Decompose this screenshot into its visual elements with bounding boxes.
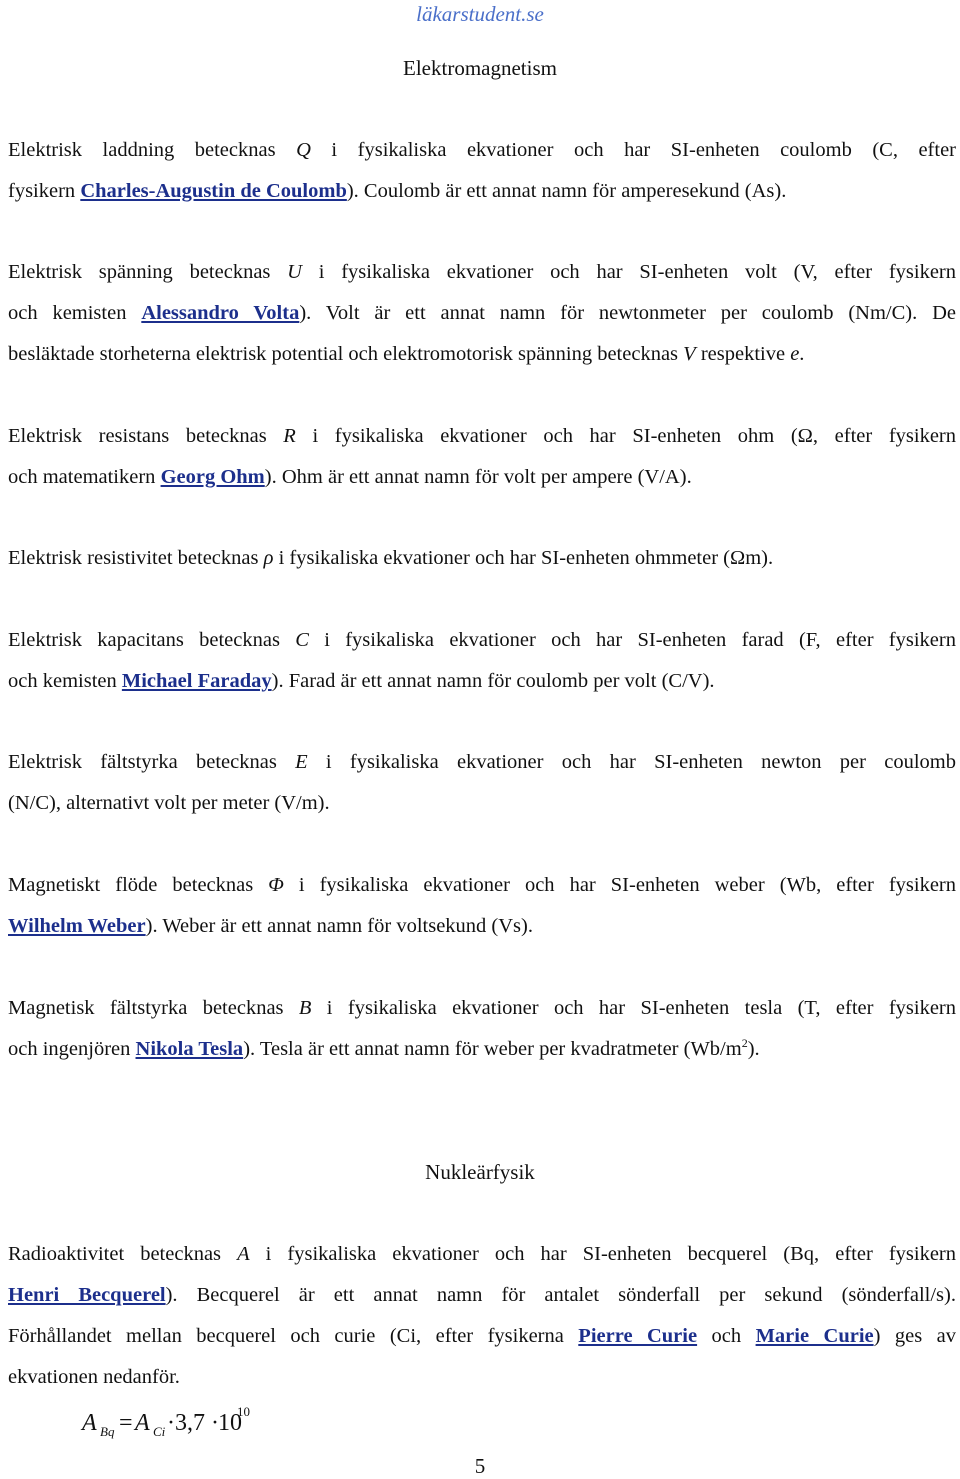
formula-dot-2: · xyxy=(211,1410,219,1436)
text: fysikern xyxy=(8,180,81,202)
symbol-r: R xyxy=(283,425,296,447)
text: ). Coulomb är ett annat namn för amperesekund (As). xyxy=(346,180,787,202)
link-ohm[interactable]: Georg Ohm xyxy=(160,466,265,488)
link-pierre-curie[interactable]: Pierre Curie xyxy=(578,1325,698,1347)
text: ). Tesla är ett annat namn för weber per kvadratmeter (Wb/m xyxy=(243,1038,742,1060)
symbol-q: Q xyxy=(296,139,311,161)
text: Elektrisk fältstyrka betecknas xyxy=(8,751,296,773)
symbol-rho: ρ xyxy=(263,547,274,569)
line xyxy=(8,1275,956,1316)
text: . xyxy=(799,343,805,365)
line xyxy=(8,334,956,375)
text: i fysikaliska ekvationer och har SI-enheten volt (V, efter fysikern xyxy=(301,261,957,283)
symbol-c: C xyxy=(295,629,309,651)
link-volta[interactable]: Alessandro Volta xyxy=(141,302,300,324)
text: ) ges av xyxy=(873,1325,956,1347)
text: Magnetiskt flöde betecknas xyxy=(8,874,269,896)
paragraph-magnetic-flux xyxy=(8,865,956,947)
text: ). Farad är ett annat namn för coulomb per volt (C/V). xyxy=(271,670,715,692)
formula-sub-bq: Bq xyxy=(100,1424,115,1439)
text: och ingenjören xyxy=(8,1038,136,1060)
line: ekvationen nedanför. xyxy=(8,1366,180,1388)
line xyxy=(8,988,956,1029)
text: och kemisten xyxy=(8,670,122,692)
paragraph-resistivity xyxy=(8,538,956,579)
section-title-nuclear-physics: Nukleärfysik xyxy=(425,1160,535,1184)
paragraph-capacitance xyxy=(8,620,956,702)
site-header: läkarstudent.se xyxy=(416,2,544,26)
formula-equals: = xyxy=(119,1410,133,1436)
paragraph-field-strength xyxy=(8,742,956,824)
symbol-e: E xyxy=(295,751,308,773)
link-weber[interactable]: Wilhelm Weber xyxy=(8,915,146,937)
line xyxy=(8,416,956,457)
line xyxy=(8,130,956,171)
line xyxy=(8,252,956,293)
text: ). xyxy=(747,1038,760,1060)
section-title-electromagnetism: Elektromagnetism xyxy=(403,56,557,80)
formula-a-bq: A xyxy=(82,1410,97,1436)
text: i fysikaliska ekvationer och har SI-enheten weber (Wb, efter fysikern xyxy=(283,874,957,896)
line xyxy=(8,865,956,906)
paragraph-voltage xyxy=(8,252,956,375)
text: i fysikaliska ekvationer och har SI-enheten tesla (T, efter fysikern xyxy=(311,997,957,1019)
formula-sub-ci: Ci xyxy=(153,1424,166,1439)
text: Elektrisk resistans betecknas xyxy=(8,425,284,447)
text: ). Ohm är ett annat namn för volt per ampere (V/A). xyxy=(264,466,692,488)
text: respektive xyxy=(695,343,791,365)
page-number: 5 xyxy=(474,1454,486,1478)
link-coulomb[interactable]: Charles-Augustin de Coulomb xyxy=(80,180,347,202)
paragraph-radioactivity xyxy=(8,1234,956,1398)
text: i fysikaliska ekvationer och har SI-enheten coulomb (C, efter xyxy=(310,139,957,161)
symbol-a: A xyxy=(237,1243,250,1265)
formula-ten: 10 xyxy=(218,1410,242,1436)
text: Elektrisk resistivitet betecknas xyxy=(8,547,264,569)
text: besläktade storheterna elektrisk potential och elektromotorisk spänning betecknas xyxy=(8,343,684,365)
link-marie-curie[interactable]: Marie Curie xyxy=(755,1325,874,1347)
text: ). Volt är ett annat namn för newtonmeter per coulomb (Nm/C). De xyxy=(299,302,956,324)
superscript: 2 xyxy=(741,1036,748,1051)
paragraph-resistance xyxy=(8,416,956,498)
line xyxy=(8,661,956,702)
paragraph-charge xyxy=(8,130,956,212)
line xyxy=(8,742,956,783)
link-tesla[interactable]: Nikola Tesla xyxy=(135,1038,244,1060)
formula-number: 3,7 xyxy=(175,1410,205,1436)
text: och xyxy=(697,1325,756,1347)
link-becquerel[interactable]: Henri Becquerel xyxy=(8,1284,166,1306)
line xyxy=(8,171,956,212)
symbol-u: U xyxy=(287,261,302,283)
text: Elektrisk kapacitans betecknas xyxy=(8,629,296,651)
text: i fysikaliska ekvationer och har SI-enheten newton per coulomb xyxy=(307,751,956,773)
line xyxy=(8,620,956,661)
formula-exponent: 10 xyxy=(237,1404,250,1419)
text: ). Weber är ett annat namn för voltsekund (Vs). xyxy=(145,915,533,937)
text: Radioaktivitet betecknas xyxy=(8,1243,238,1265)
line: (N/C), alternativt volt per meter (V/m). xyxy=(8,792,330,814)
text: ). Becquerel är ett annat namn för antalet sönderfall per sekund (sönderfall/s). xyxy=(165,1284,956,1306)
line xyxy=(8,457,956,498)
formula-a-ci: A xyxy=(135,1410,150,1436)
line xyxy=(8,538,956,579)
line xyxy=(8,906,956,947)
text: i fysikaliska ekvationer och har SI-enheten becquerel (Bq, efter fysikern xyxy=(249,1243,956,1265)
paragraph-magnetic-field xyxy=(8,988,956,1070)
formula-dot: · xyxy=(167,1410,175,1436)
text: och matematikern xyxy=(8,466,161,488)
text: Förhållandet mellan becquerel och curie (Ci, efter fysikerna xyxy=(8,1325,579,1347)
text: Elektrisk spänning betecknas xyxy=(8,261,288,283)
symbol-v: V xyxy=(683,343,696,365)
text: Magnetisk fältstyrka betecknas xyxy=(8,997,299,1019)
text: i fysikaliska ekvationer och har SI-enheten farad (F, efter fysikern xyxy=(308,629,956,651)
link-faraday[interactable]: Michael Faraday xyxy=(121,670,272,692)
line xyxy=(8,1316,956,1357)
symbol-e: e xyxy=(790,343,800,365)
text: och kemisten xyxy=(8,302,142,324)
line xyxy=(8,293,956,334)
text: i fysikaliska ekvationer och har SI-enheten ohm (Ω, efter fysikern xyxy=(295,425,956,447)
line xyxy=(8,1234,956,1275)
symbol-b: B xyxy=(298,997,312,1019)
symbol-phi: Φ xyxy=(268,874,284,896)
line xyxy=(8,1029,956,1070)
text: i fysikaliska ekvationer och har SI-enheten ohmmeter (Ωm). xyxy=(273,547,774,569)
text: Elektrisk laddning betecknas xyxy=(8,139,297,161)
